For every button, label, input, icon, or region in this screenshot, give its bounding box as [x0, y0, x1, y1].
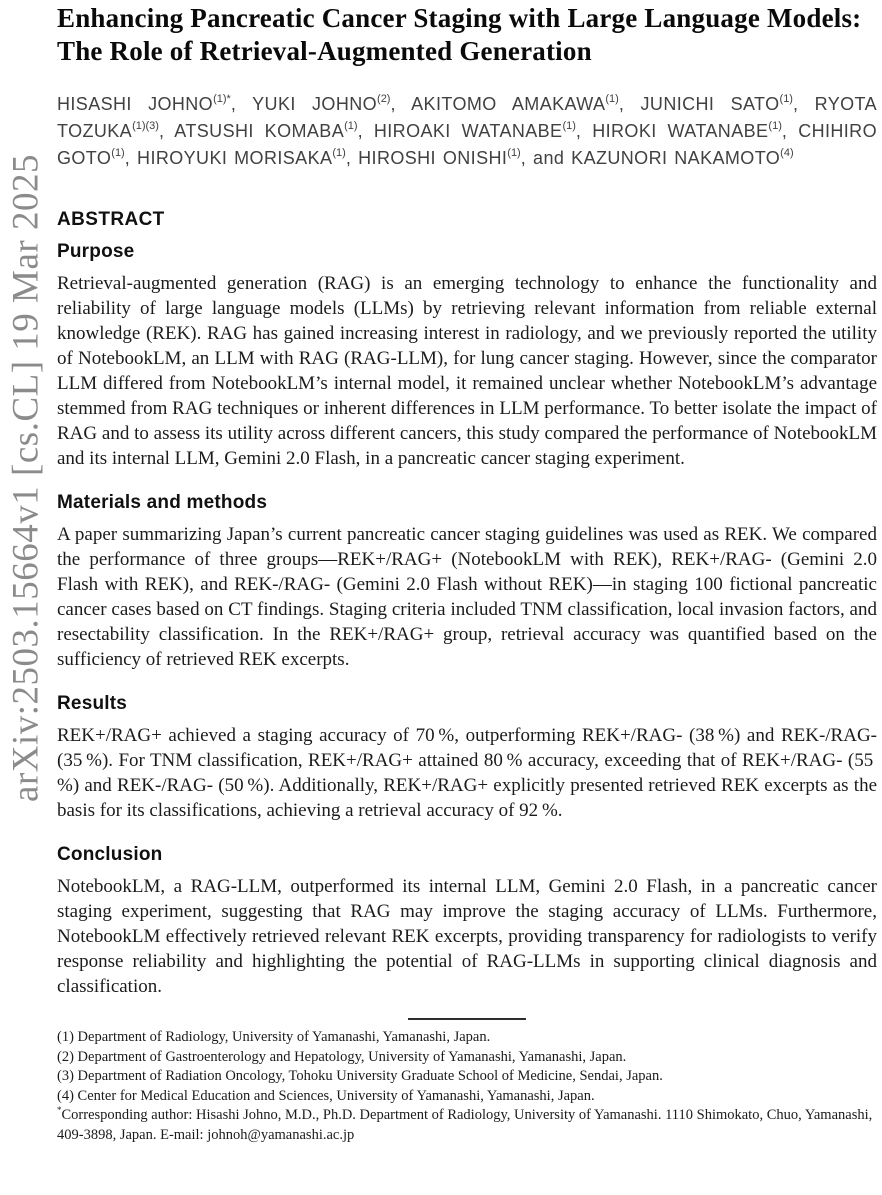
section-results	[57, 693, 877, 823]
section-heading-purpose: Purpose	[57, 241, 135, 262]
section-heading-conclusion: Conclusion	[57, 844, 163, 865]
author: HIROAKI WATANABE$^{(1)}$,	[373, 120, 593, 141]
author: AKITOMO AMAKAWA$^{(1)}$,	[411, 93, 641, 114]
footnote: (1) Department of Radiology, University of Yamanashi, Yamanashi, Japan.	[57, 1029, 491, 1045]
author: and KAZUNORI NAKAMOTO$^{(4)}$	[533, 147, 794, 168]
author: YUKI JOHNO$^{(2)}$,	[252, 93, 412, 114]
author: JUNICHI SATO$^{(1)}$,	[640, 93, 815, 114]
footnotes	[57, 1028, 877, 1145]
author: HISASHI $JOHNO^{(1)*}$,	[57, 93, 253, 114]
author-list	[57, 91, 877, 172]
section-heading-results: Results	[57, 693, 128, 714]
section-body-materials-and-methods: A paper summarizing Japan’s current pancreatic cancer staging guidelines was used as REK. We compared the performance of three groups—REK+/RAG+ (NotebookLM with REK), REK+/RAG- (Gemini 2.0 Flash with REK), and REK-/RAG- (Gemini 2.0 Flash without REK)—in staging 100 fictional pancreatic cancer cases based on CT findings. Staging criteria included TNM classification, local invasion factors, and resectability classification. In the REK+/RAG+ group, retrieval accuracy was quantified based on the sufficiency of retrieved REK excerpts.	[57, 524, 877, 670]
author: HIROYUKI MORISAKA$^{(1)}$,	[137, 147, 359, 168]
author: HIROSHI ONISHI$^{(1)}$,	[358, 147, 534, 168]
section-body-conclusion: NotebookLM, a RAG-LLM, outperformed its internal LLM, Gemini 2.0 Flash, in a pancreatic cancer staging experiment, suggesting that RAG may improve the staging accuracy of LLMs. Furthermore, NotebookLM effectively retrieved relevant REK excerpts, providing transparency for radiologists to verify response reliability and highlighting the potential of RAG-LLMs in supporting clinical diagnosis and classification.	[57, 876, 877, 997]
author: CHIHIRO GOTO$^{(1)}$,	[57, 121, 877, 168]
section-body-results: REK+/RAG+ achieved a staging accuracy of 70 %, outperforming REK+/RAG- (38 %) and REK-/RAG- (35 %). For TNM classification, REK+/RAG+ attained 80 % accuracy, exceeding that of REK+/RAG- (55 %) and REK-/RAG- (50 %). Additionally, REK+/RAG+ explicitly presented retrieved REK excerpts as the basis for its classifications, achieving a retrieval accuracy of 92 %.	[57, 725, 877, 821]
section-purpose	[57, 241, 877, 471]
section-heading-materials-and-methods: Materials and methods	[57, 492, 268, 513]
abstract-heading: ABSTRACT	[57, 209, 165, 230]
section-materials-and-methods	[57, 492, 877, 672]
footnote-rule	[408, 1018, 526, 1020]
author: RYOTA $TOZUKA^{(1)(3)}$,	[57, 94, 878, 141]
footnote: (4) Center for Medical Education and Sciences, University of Yamanashi, Yamanashi, Japan.	[57, 1087, 595, 1104]
section-conclusion	[57, 844, 877, 999]
footnote: (3) Department of Radiation Oncology, Tohoku University Graduate School of Medicine, Sendai, Japan.	[57, 1068, 663, 1084]
footnote: (2) Department of Gastroenterology and Hepatology, University of Yamanashi, Yamanashi, Japan.	[57, 1048, 627, 1065]
author: HIROKI WATANABE$^{(1)}$,	[592, 120, 799, 141]
section-body-purpose: Retrieval-augmented generation (RAG) is an emerging technology to enhance the functionality and reliability of large language models (LLMs) by retrieving relevant information from reliable external knowledge (REK). RAG has gained increasing interest in radiology, and we previously reported the utility of NotebookLM, an LLM with RAG (RAG-LLM), for lung cancer staging. However, since the comparator LLM differed from NotebookLM’s internal model, it remained unclear whether NotebookLM’s advantage stemmed from RAG techniques or inherent differences in LLM performance. To better isolate the impact of RAG and to assess its utility across different cancers, this study compared the performance of NotebookLM and its internal LLM, Gemini 2.0 Flash, in a pancreatic cancer staging experiment.	[57, 273, 877, 469]
paper-title: Enhancing Pancreatic Cancer Staging with Large Language Models: The Role of Retrieval-Augmented Generation	[57, 3, 862, 66]
footnote: *Corresponding author: Hisashi Johno, M.D., Ph.D. Department of Radiology, University of Yamanashi. 1110 Shimokato, Chuo, Yamanashi, 409-3898, Japan. E-mail: johnoh@yamanashi.ac.jp	[57, 1105, 873, 1143]
paper-content	[57, 0, 877, 1145]
arxiv-watermark: arXiv:2503.15664v1 [cs.CL] 19 Mar 2025	[5, 154, 47, 802]
author: ATSUSHI KOMABA$^{(1)}$,	[174, 120, 374, 141]
